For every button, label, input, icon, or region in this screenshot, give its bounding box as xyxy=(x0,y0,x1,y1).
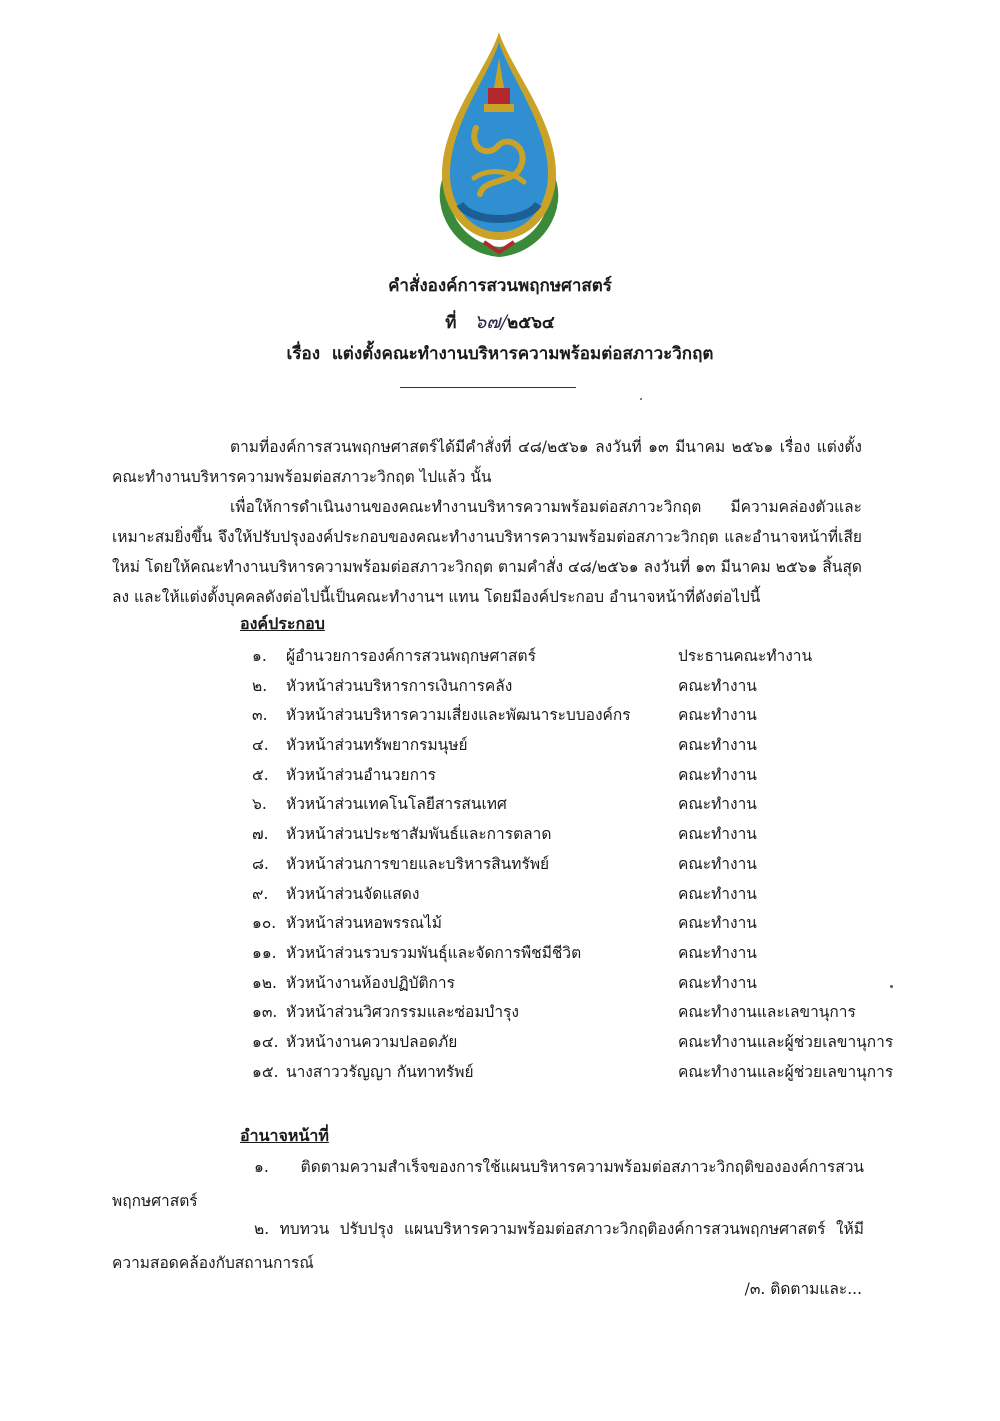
member-name: หัวหน้าส่วนเทคโนโลยีสารสนเทศ xyxy=(286,795,507,814)
member-num: ๕. xyxy=(252,765,269,784)
member-row xyxy=(252,1058,932,1088)
order-number: ๖๗/ xyxy=(474,311,507,333)
member-row xyxy=(252,820,932,850)
member-role: คณะทำงาน xyxy=(678,854,757,873)
subject-label: เรื่อง xyxy=(286,344,320,364)
member-num: ๓. xyxy=(252,706,268,725)
member-role: คณะทำงาน xyxy=(678,884,757,903)
member-num: ๑๔. xyxy=(252,1032,279,1051)
member-name: นางสาววรัญญา กันทาทรัพย์ xyxy=(286,1062,474,1081)
member-name: หัวหน้าส่วนการขายและบริหารสินทรัพย์ xyxy=(286,854,550,873)
member-name: หัวหน้าส่วนอำนวยการ xyxy=(286,765,437,784)
header-divider xyxy=(400,387,576,388)
member-num: ๑๑. xyxy=(252,943,277,962)
member-row xyxy=(252,790,932,820)
continued-note: /๓. ติดตามและ... xyxy=(744,1280,862,1298)
subject-text: แต่งตั้งคณะทำงานบริหารความพร้อมต่อสภาวะวิกฤต xyxy=(331,344,714,364)
member-role: คณะทำงานและผู้ช่วยเลขานุการ xyxy=(678,1062,894,1081)
member-role: คณะทำงานและเลขานุการ xyxy=(678,1003,856,1022)
duties-heading: อำนาจหน้าที่ xyxy=(240,1126,329,1145)
member-name: หัวหน้างานความปลอดภัย xyxy=(286,1032,458,1051)
member-name: หัวหน้าส่วนรวบรวมพันธุ์และจัดการพืชมีชีวิต xyxy=(286,943,582,962)
order-year: ๒๕๖๔ xyxy=(507,313,555,333)
member-name: หัวหน้าส่วนจัดแสดง xyxy=(286,884,420,903)
member-num: ๖. xyxy=(252,795,267,814)
member-role: ประธานคณะทำงาน xyxy=(678,647,813,665)
member-row xyxy=(252,998,932,1028)
member-role: คณะทำงานและผู้ช่วยเลขานุการ xyxy=(678,1032,894,1051)
duty-item-2: ๒. ทบทวน ปรับปรุง แผนบริหารความพร้อมต่อสภาวะวิกฤติองค์การสวนพฤกษศาสตร์ ให้มีความสอดคล้องกับสถานการณ์ xyxy=(112,1220,864,1272)
member-role: คณะทำงาน xyxy=(678,943,757,962)
member-row xyxy=(252,969,932,999)
member-role: คณะทำงาน xyxy=(678,676,757,695)
scan-speck xyxy=(890,985,893,988)
member-num: ๗. xyxy=(252,825,269,844)
member-row xyxy=(252,1028,932,1058)
member-row xyxy=(252,880,932,910)
botanical-garden-emblem-icon xyxy=(428,28,570,258)
member-name: ผู้อำนวยการองค์การสวนพฤกษศาสตร์ xyxy=(286,647,536,665)
member-role: คณะทำงาน xyxy=(678,736,757,755)
member-role: คณะทำงาน xyxy=(678,825,757,844)
order-prefix: ที่ xyxy=(445,313,457,333)
member-num: ๑๓. xyxy=(252,1003,278,1022)
member-num: ๑. xyxy=(252,647,267,665)
member-num: ๙. xyxy=(252,884,269,903)
member-name: หัวหน้าส่วนทรัพยากรมนุษย์ xyxy=(286,736,468,755)
member-num: ๑๐. xyxy=(252,914,277,933)
member-num: ๒. xyxy=(252,676,268,695)
member-num: ๑๕. xyxy=(252,1062,279,1081)
order-number-line xyxy=(0,307,1000,337)
member-role: คณะทำงาน xyxy=(678,765,757,784)
order-title: คำสั่งองค์การสวนพฤกษศาสตร์ xyxy=(388,276,612,296)
duty-item-1: ๑. ติดตามความสำเร็จของการใช้แผนบริหารความพร้อมต่อสภาวะวิกฤติขององค์การสวนพฤกษศาสตร์ xyxy=(112,1158,864,1210)
member-row xyxy=(252,850,932,880)
member-role: คณะทำงาน xyxy=(678,973,757,992)
member-role: คณะทำงาน xyxy=(678,795,757,814)
member-name: หัวหน้างานห้องปฏิบัติการ xyxy=(286,973,455,992)
paragraph-purpose: เพื่อให้การดำเนินงานของคณะทำงานบริหารความพร้อมต่อสภาวะวิกฤต มีความคล่องตัวและเหมาะสมยิ่งขึ้น จึงให้ปรับปรุงองค์ประกอบของคณะทำงานบริหารความพร้อมต่อสภาวะวิกฤต และอำนาจหน้าที่เสียใหม่ โดยให้คณะทำงานบริหารความพร้อมต่อสภาวะวิกฤต ตามคำสั่ง ๔๘/๒๕๖๑ ลงวันที่ ๑๓ มีนาคม ๒๕๖๑ สิ้นสุดลง และให้แต่งตั้งบุคคลดังต่อไปนี้เป็นคณะทำงานฯ แทน โดยมีองค์ประกอบ อำนาจหน้าที่ดังต่อไปนี้ xyxy=(112,498,862,606)
composition-heading: องค์ประกอบ xyxy=(240,614,325,633)
member-row xyxy=(252,761,932,791)
member-row xyxy=(252,672,932,702)
member-name: หัวหน้าส่วนประชาสัมพันธ์และการตลาด xyxy=(286,825,552,844)
member-num: ๔. xyxy=(252,736,269,755)
member-row xyxy=(252,939,932,969)
member-row xyxy=(252,909,932,939)
member-name: หัวหน้าส่วนบริหารการเงินการคลัง xyxy=(286,676,513,695)
member-name: หัวหน้าส่วนวิศวกรรมและซ่อมบำรุง xyxy=(286,1003,519,1022)
member-num: ๘. xyxy=(252,854,269,873)
member-num: ๑๒. xyxy=(252,973,277,992)
member-role: คณะทำงาน xyxy=(678,914,757,933)
member-row xyxy=(252,642,932,672)
scan-speck xyxy=(640,398,642,400)
paragraph-reference: ตามที่องค์การสวนพฤกษศาสตร์ได้มีคำสั่งที่ ๔๘/๒๕๖๑ ลงวันที่ ๑๓ มีนาคม ๒๕๖๑ เรื่อง แต่งตั้งคณะทำงานบริหารความพร้อมต่อสภาวะวิกฤต ไปแล้ว นั้น xyxy=(112,438,862,486)
member-row xyxy=(252,701,932,731)
member-role: คณะทำงาน xyxy=(678,706,757,725)
member-name: หัวหน้าส่วนบริหารความเสี่ยงและพัฒนาระบบองค์กร xyxy=(286,706,631,725)
members-list xyxy=(252,642,932,1087)
member-name: หัวหน้าส่วนหอพรรณไม้ xyxy=(286,914,442,933)
member-row xyxy=(252,731,932,761)
order-subject-line xyxy=(0,340,1000,367)
